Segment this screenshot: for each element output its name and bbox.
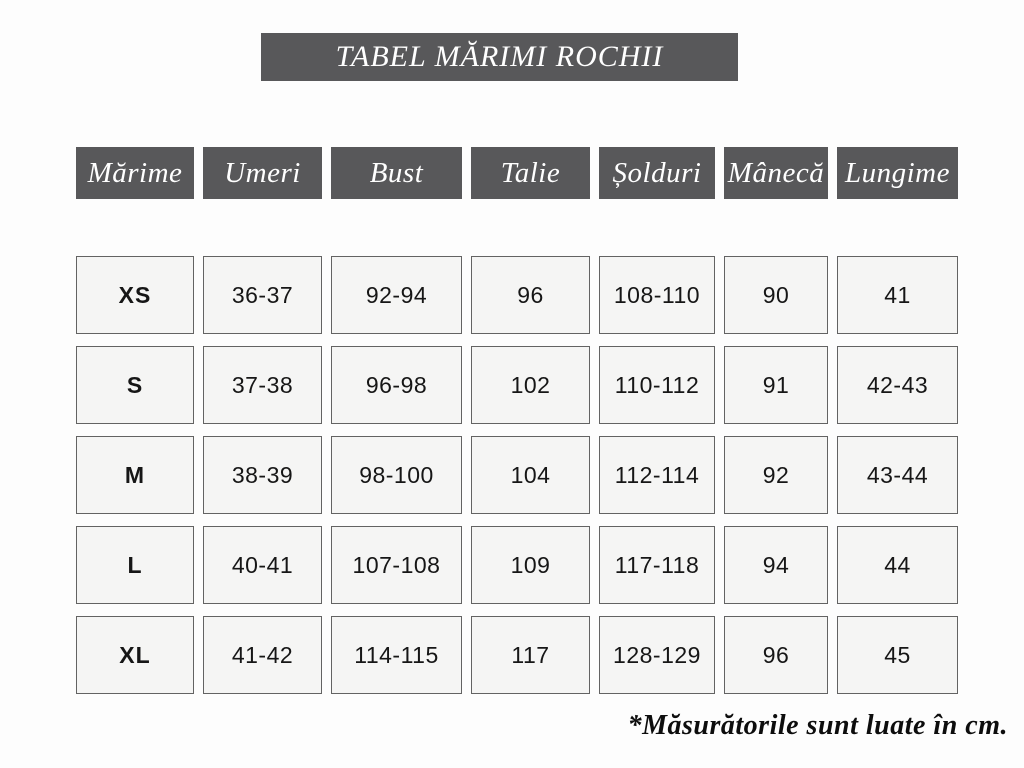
row-label-xl: XL	[76, 616, 194, 694]
table-cell: 45	[837, 616, 958, 694]
table-cell: 117	[471, 616, 590, 694]
table-cell: 114-115	[331, 616, 462, 694]
table-cell: 90	[724, 256, 828, 334]
row-label-xs: XS	[76, 256, 194, 334]
table-cell: 92	[724, 436, 828, 514]
column-header-talie: Talie	[471, 147, 590, 199]
table-cell: 41	[837, 256, 958, 334]
table-cell: 91	[724, 346, 828, 424]
table-cell: 107-108	[331, 526, 462, 604]
row-label-m: M	[76, 436, 194, 514]
table-cell: 117-118	[599, 526, 715, 604]
table-cell: 109	[471, 526, 590, 604]
table-cell: 112-114	[599, 436, 715, 514]
table-cell: 108-110	[599, 256, 715, 334]
table-cell: 41-42	[203, 616, 322, 694]
column-header-lungime: Lungime	[837, 147, 958, 199]
row-label-l: L	[76, 526, 194, 604]
table-cell: 96-98	[331, 346, 462, 424]
column-header-umeri: Umeri	[203, 147, 322, 199]
measurement-note: *Măsurătorile sunt luate în cm.	[627, 710, 1008, 741]
column-header-marime: Mărime	[76, 147, 194, 199]
table-cell: 37-38	[203, 346, 322, 424]
column-header-maneca: Mânecă	[724, 147, 828, 199]
table-cell: 96	[471, 256, 590, 334]
page-title	[261, 33, 738, 81]
table-cell: 92-94	[331, 256, 462, 334]
table-cell: 36-37	[203, 256, 322, 334]
table-cell: 110-112	[599, 346, 715, 424]
table-cell: 104	[471, 436, 590, 514]
table-header-row	[76, 147, 958, 199]
row-label-s: S	[76, 346, 194, 424]
table-cell: 42-43	[837, 346, 958, 424]
column-header-solduri: Șolduri	[599, 147, 715, 199]
table-body	[76, 256, 958, 694]
table-cell: 128-129	[599, 616, 715, 694]
page-title-text: TABEL MĂRIMI ROCHII	[335, 40, 664, 73]
table-cell: 94	[724, 526, 828, 604]
table-cell: 98-100	[331, 436, 462, 514]
column-header-bust: Bust	[331, 147, 462, 199]
table-cell: 44	[837, 526, 958, 604]
table-cell: 43-44	[837, 436, 958, 514]
table-cell: 38-39	[203, 436, 322, 514]
table-cell: 102	[471, 346, 590, 424]
table-cell: 40-41	[203, 526, 322, 604]
table-cell: 96	[724, 616, 828, 694]
